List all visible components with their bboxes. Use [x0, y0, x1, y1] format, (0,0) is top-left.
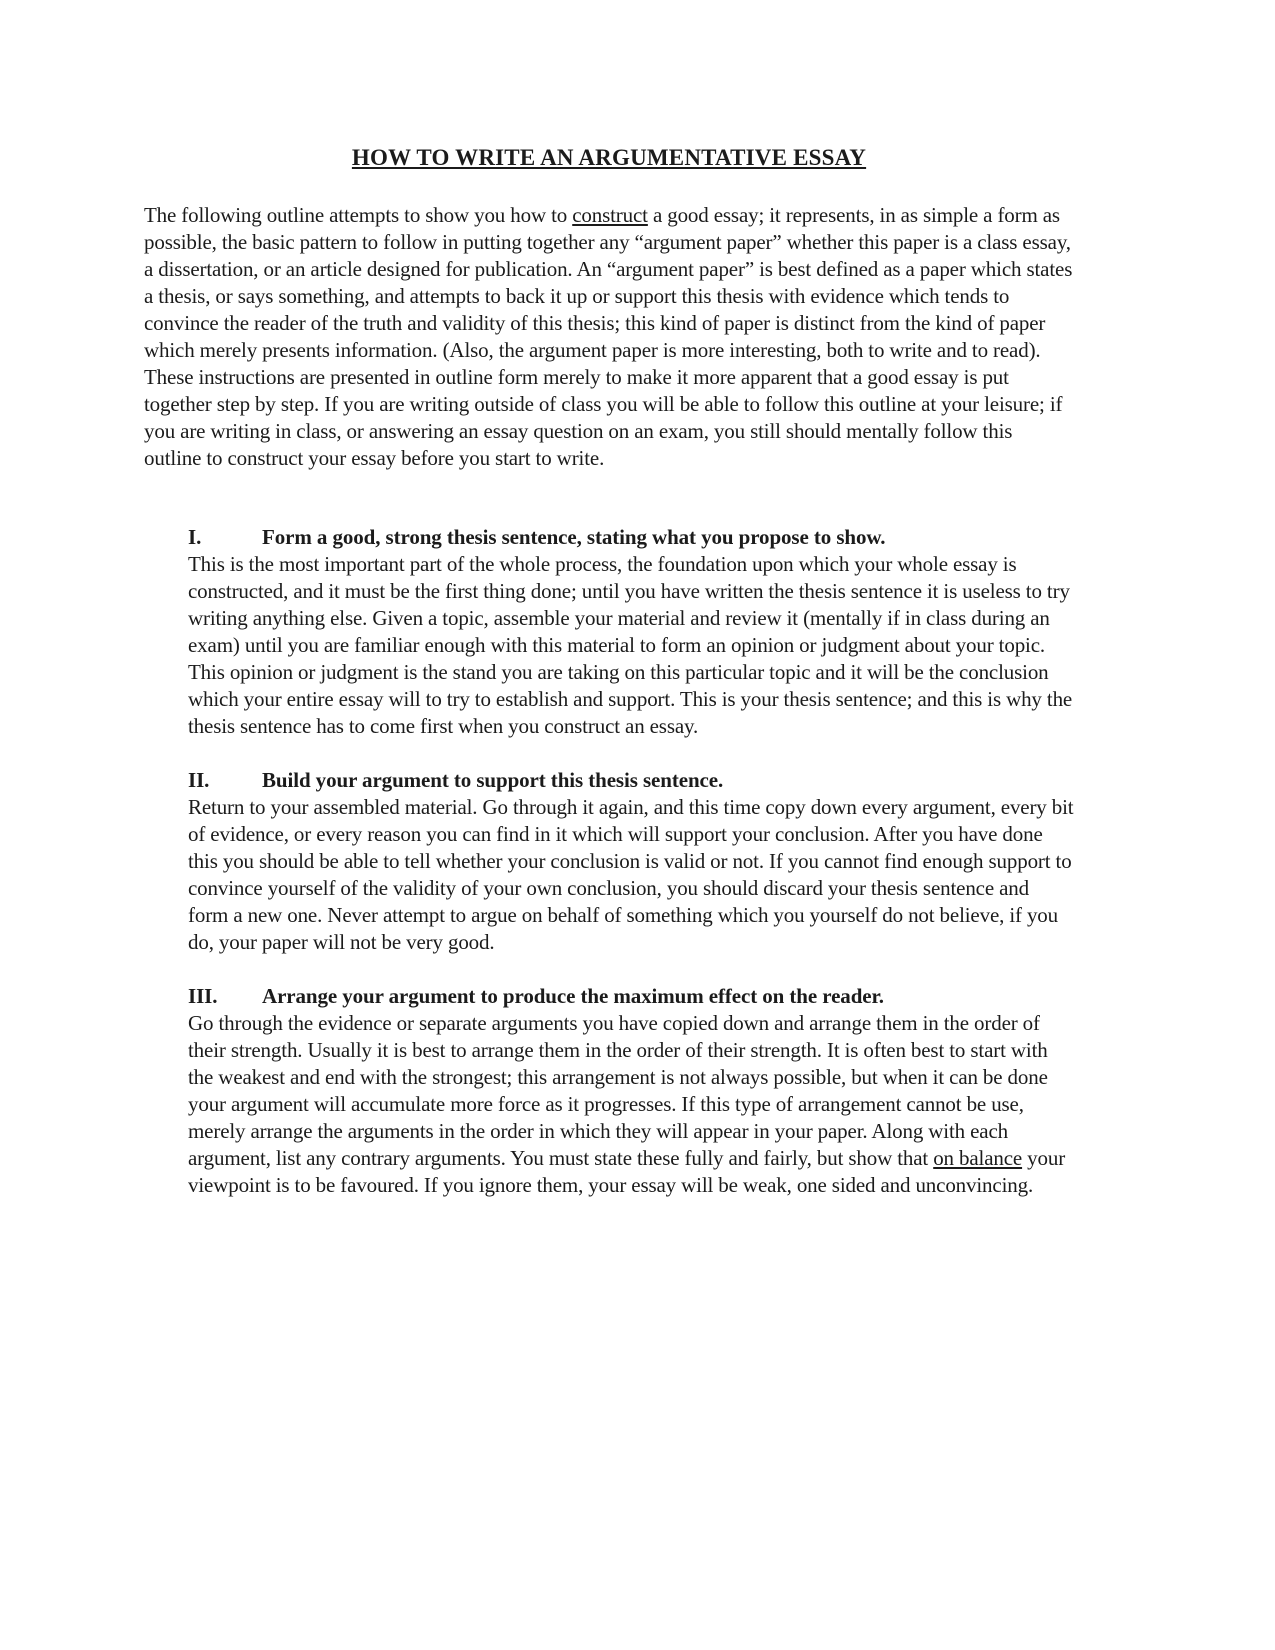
section-1-heading: [188, 524, 1074, 551]
document-title: HOW TO WRITE AN ARGUMENTATIVE ESSAY: [351, 145, 867, 170]
section-3-numeral: III.: [188, 984, 218, 1008]
section-2-heading-text: Build your argument to support this thesis sentence.: [262, 768, 724, 792]
outline-sections: [188, 524, 1074, 1199]
document-content: [144, 0, 1074, 1199]
section-3-heading: [188, 983, 1074, 1010]
section-2-body: Return to your assembled material. Go through it again, and this time copy down every argument, every bit of evidence, or every reason you can find in it which will support your conclusion. After you have done this you should be able to tell whether your conclusion is valid or not. If you cannot find enough support to convince yourself of the validity of your own conclusion, you should discard your thesis sentence and form a new one. Never attempt to argue on behalf of something which you yourself do not believe, if you do, your paper will not be very good.: [188, 795, 1074, 954]
section-1-numeral: I.: [188, 525, 202, 549]
intro-paragraph: The following outline attempts to show you how to construct a good essay; it represents, in as simple a form as possible, the basic pattern to follow in putting together any “argument paper” whether this paper is a class essay, a dissertation, or an article designed for publication. An “argument paper” is best defined as a paper which states a thesis, or says something, and attempts to back it up or support this thesis with evidence which tends to convince the reader of the truth and validity of this thesis; this kind of paper is distinct from the kind of paper which merely presents information. (Also, the argument paper is more interesting, both to write and to read). These instructions are presented in outline form merely to make it more apparent that a good essay is put together step by step. If you are writing outside of class you will be able to follow this outline at your leisure; if you are writing in class, or answering an essay question on an exam, you still should mentally follow this outline to construct your essay before you start to write.: [144, 203, 1073, 470]
section-2-heading: [188, 767, 1074, 794]
section-2: [188, 767, 1074, 956]
section-1: [188, 524, 1074, 740]
section-1-body: This is the most important part of the whole process, the foundation upon which your whole essay is constructed, and it must be the first thing done; until you have written the thesis sentence it is useless to try writing anything else. Given a topic, assemble your material and review it (mentally if in class during an exam) until you are familiar enough with this material to form an opinion or judgment about your topic. This opinion or judgment is the stand you are taking on this particular topic and it will be the conclusion which your entire essay will to try to establish and support. This is your thesis sentence; and this is why the thesis sentence has to come first when you construct an essay.: [188, 552, 1073, 738]
section-2-numeral: II.: [188, 768, 210, 792]
section-3-heading-text: Arrange your argument to produce the maximum effect on the reader.: [262, 984, 884, 1008]
section-1-heading-text: Form a good, strong thesis sentence, stating what you propose to show.: [262, 525, 886, 549]
section-3-body: Go through the evidence or separate arguments you have copied down and arrange them in the order of their strength. Usually it is best to arrange them in the order of their strength. It is often best to start with the weakest and end with the strongest; this arrangement is not always possible, but when it can be done your argument will accumulate more force as it progresses. If this type of arrangement cannot be use, merely arrange the arguments in the order in which they will appear in your paper. Along with each argument, list any contrary arguments. You must state these fully and fairly, but show that on balance your viewpoint is to be favoured. If you ignore them, your essay will be weak, one sided and unconvincing.: [188, 1011, 1066, 1197]
section-3: [188, 983, 1074, 1199]
